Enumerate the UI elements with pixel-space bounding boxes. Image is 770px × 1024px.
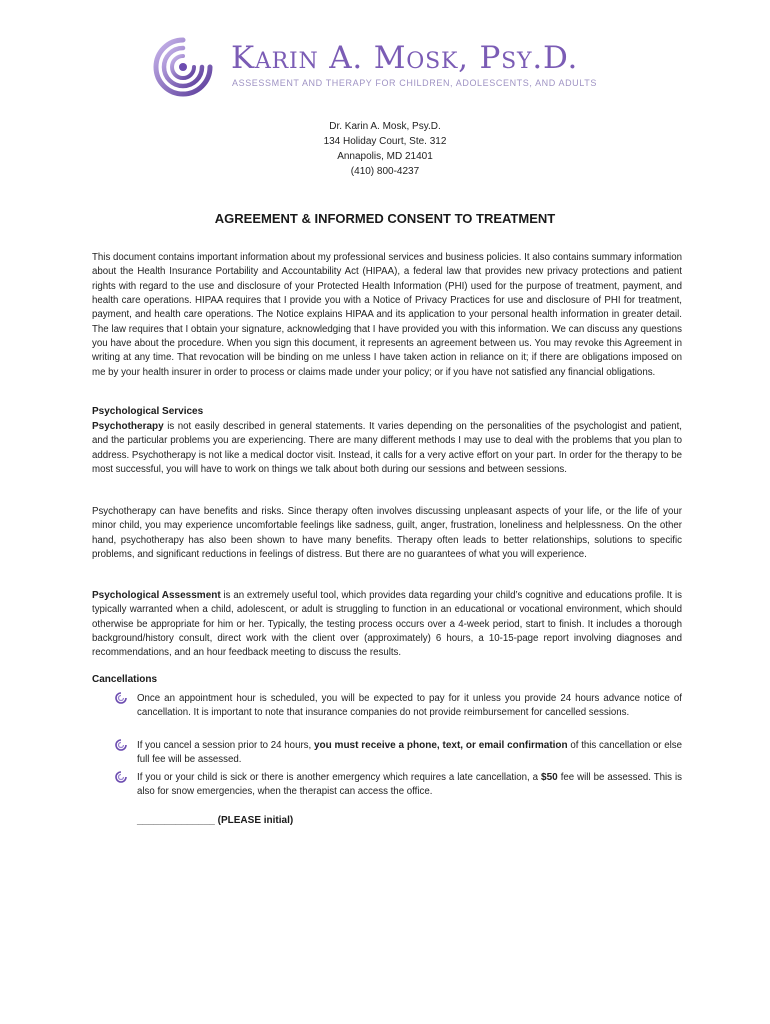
bullet-text-end: of this cancellation or else full fee will be assessed. — [137, 740, 682, 766]
bullet-text-end: fee will be assessed. This is also for snow emergencies, when the therapist can access the office. — [137, 772, 682, 798]
swirl-bullet-icon — [115, 739, 127, 751]
section-heading-psychological-services: Psychological Services — [92, 406, 204, 417]
initial-blank[interactable]: ______________ — [137, 815, 215, 826]
swirl-logo-icon — [152, 36, 214, 98]
swirl-bullet-icon — [115, 771, 127, 783]
bullet-text — [137, 771, 682, 800]
psychotherapy-paragraph — [92, 420, 682, 477]
address-phone: (410) 800-4237 — [350, 166, 420, 177]
late-fee-amount: $50 — [541, 772, 558, 783]
letterhead — [152, 36, 752, 100]
assessment-text: is an extremely useful tool, which provides data regarding your child’s cognitive and educations profile. It is typically warranted when a child, adolescent, or adult is struggling to function in an educational or vocational environment, which should otherwise be appropriate for him or her. Typically, the testing process occurs over a 4-week period, start to finish. It includes a thorough background/history consult, direct work with the client over (approximately) 6 hours, a 10-15-page report involving diagnoses and recommendations, and an hour feedback meeting to discuss the results. — [92, 590, 682, 659]
address-city: Annapolis, MD 21401 — [337, 151, 433, 162]
intro-paragraph: This document contains important information about my professional services and business policies. It also contains summary information about the Health Insurance Portability and Accountability Act (HIPAA), a federal law that provides new privacy protections and patient rights with regard to the use and disclosure of your Protected Health Information (PHI) used for the purpose of treatment, payment, and health care operations. HIPAA requires that I provide you with a Notice of Privacy Practices for use and disclosure of PHI for treatment, payment, and health care operations. The Notice explains HIPAA and its application to your personal health information in greater detail. The law requires that I obtain your signature, acknowledging that I have provided you with this information. We can discuss any questions you have about the procedure. When you sign this document, it represents an agreement between us. You may revoke this Agreement in writing at any time. That revocation will be binding on me unless I have taken action in reliance on it; if there are obligations imposed on me by your health insurer in order to process or claims made under your policy; or if you have not satisfied any financial obligations. — [92, 252, 682, 378]
assessment-paragraph — [92, 589, 682, 661]
confirmation-requirement: you must receive a phone, text, or email confirmation — [313, 740, 568, 751]
benefits-risks-paragraph: Psychotherapy can have benefits and risks. Since therapy often involves discussing unpleasant aspects of your life, or the life of your minor child, you may experience uncomfortable feelings like sadness, guilt, anger, frustration, loneliness and helplessness. On the other hand, psychotherapy has also been shown to have many benefits. Therapy often leads to better relationships, solutions to specific problems, and significant reductions in feelings of distress. But there are no guarantees of what you will experience. — [92, 506, 682, 561]
psychotherapy-term: Psychotherapy — [92, 421, 164, 432]
bullet-text — [137, 739, 682, 768]
bullet-text-start: If you cancel a session prior to 24 hours, — [137, 740, 314, 751]
bullet-text: Once an appointment hour is scheduled, you will be expected to pay for it unless you provide 24 hours advance notice of cancellation. It is important to note that insurance companies do not provide reimbursement for cancelled sessions. — [137, 693, 682, 719]
document-title: AGREEMENT & INFORMED CONSENT TO TREATMENT — [214, 211, 556, 226]
practice-tagline: ASSESSMENT AND THERAPY FOR CHILDREN, ADOLESCENTS, AND ADULTS — [232, 78, 597, 88]
psychotherapy-text: is not easily described in general statements. It varies depending on the personalities of the psychologist and patient, and the particular problems you are experiencing. There are many different methods I may use to deal with the problems that you plan to address. Psychotherapy is not like a medical doctor visit. Instead, it calls for a very active effort on your part. In order for the therapy to be most successful, you will have to work on things we talk about both during our sessions and between sessions. — [92, 421, 682, 476]
assessment-term: Psychological Assessment — [92, 590, 221, 601]
section-heading-cancellations: Cancellations — [92, 674, 158, 685]
practice-name: Karin A. Mosk, Psy.D. — [231, 40, 579, 76]
initial-label: (PLEASE initial) — [214, 815, 294, 826]
address-street: 134 Holiday Court, Ste. 312 — [323, 136, 447, 147]
address-block — [0, 119, 770, 179]
address-doctor-name: Dr. Karin A. Mosk, Psy.D. — [329, 121, 441, 132]
swirl-bullet-icon — [115, 692, 127, 704]
bullet-text-start: If you or your child is sick or there is another emergency which requires a late cancellation, a — [137, 772, 542, 783]
initial-line[interactable] — [137, 815, 293, 826]
